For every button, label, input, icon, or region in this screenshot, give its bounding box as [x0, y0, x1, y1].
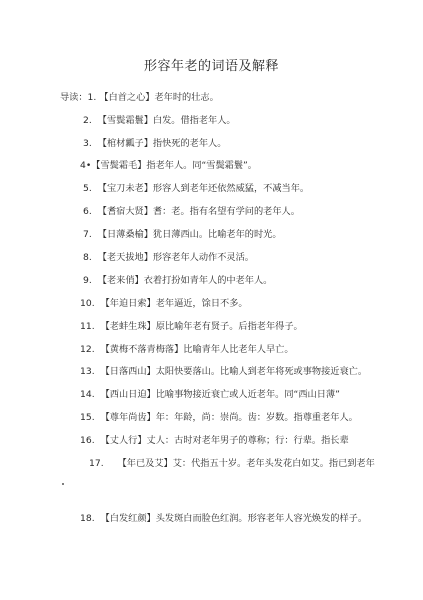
entry-number: 8.: [83, 252, 92, 263]
entry-18: [80, 512, 367, 525]
entry-4: [80, 159, 257, 172]
entry-17: [89, 457, 375, 470]
entry-text: 【宝刀未老】形容人到老年还依然威猛，不减当年。: [97, 183, 310, 194]
entry-number: 9.: [83, 275, 92, 286]
entry-1: [60, 91, 219, 104]
entry-number: 13.: [80, 366, 95, 377]
entry-9: [83, 274, 272, 287]
entry-number: 2.: [83, 115, 92, 126]
entry-number: 12.: [80, 344, 95, 355]
entry-7: [83, 228, 282, 241]
entry-text: 【西山日迫】比喻事物接近衰亡或人近老年。同“西山日薄”: [100, 389, 340, 400]
entry-number: 5.: [83, 183, 92, 194]
entry-number: 4•: [80, 160, 92, 171]
entry-number: 6.: [83, 206, 92, 217]
entry-13: [80, 365, 367, 378]
entry-text: 【老蚌生珠】原比喻年老有贤子。后指老年得子。: [100, 321, 303, 332]
entry-text: 【耆宿大贤】耆：老。指有名望有学问的老年人。: [97, 206, 300, 217]
entry-5: [83, 182, 309, 195]
entry-2: [83, 114, 236, 127]
entry-16: [80, 434, 349, 447]
entry-text: 【尊年尚齿】年：年龄，尚：崇尚。齿：岁数。指尊重老年人。: [100, 412, 358, 423]
stray-mark: [62, 483, 64, 485]
entry-text: 【黄梅不落青梅落】比喻青年人比老年人早亡。: [100, 344, 294, 355]
entry-6: [83, 205, 300, 218]
entry-text: 【雪鬓霜鬟】白发。借指老年人。: [97, 115, 236, 126]
entry-text: 【年迫日索】老年逼近，馀日不多。: [100, 298, 248, 309]
entry-10: [80, 297, 248, 310]
entry-text: 【日薄桑榆】犹日薄西山。比喻老年的时光。: [97, 229, 282, 240]
entry-number: 7.: [83, 229, 92, 240]
entry-text: 【棺材瓤子】指快死的老年人。: [97, 138, 227, 149]
entry-number: 15.: [80, 412, 95, 423]
entry-number: 18.: [80, 513, 95, 524]
entry-number: 3.: [83, 138, 92, 149]
entry-14: [80, 388, 340, 401]
entry-12: [80, 343, 294, 356]
entry-number: 11.: [80, 321, 95, 332]
entry-text: 【老天拔地】形容老年人动作不灵活。: [97, 252, 254, 263]
entry-number: 导读：1.: [60, 92, 97, 103]
entry-8: [83, 251, 254, 264]
entry-text: 【白首之心】老年时的壮志。: [99, 92, 219, 103]
entry-number: 10.: [80, 298, 95, 309]
entry-text: 【日落西山】太阳快要落山。比喻人到老年将死或事物接近衰亡。: [100, 366, 368, 377]
entry-text: 【年已及艾】艾：代指五十岁。老年头发花白如艾。指已到老年: [117, 458, 375, 469]
entry-3: [83, 137, 226, 150]
entry-number: 16.: [80, 435, 95, 446]
entry-number: 17.: [89, 458, 104, 469]
entry-number: 14.: [80, 389, 95, 400]
entry-15: [80, 411, 358, 424]
entry-text: 【白发红颜】头发斑白而脸色红润。形容老年人容光焕发的样子。: [100, 513, 368, 524]
document-title: 形容年老的词语及解释: [143, 59, 279, 74]
entry-text: 【老来俏】衣着打扮如青年人的中老年人。: [97, 275, 273, 286]
entry-text: 【丈人行】丈人：古时对老年男子的尊称；行：行辈。指长辈: [100, 435, 349, 446]
entry-text: 【雪鬓霜毛】指老年人。同“雪鬓霜鬟”。: [91, 160, 257, 171]
entry-11: [80, 320, 303, 333]
